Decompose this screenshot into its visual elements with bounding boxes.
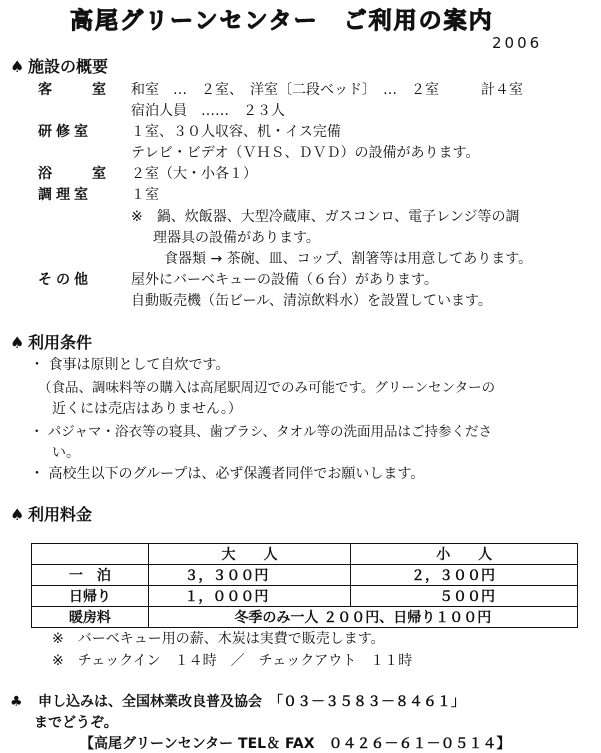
bath-text: ２室（大・小各１） xyxy=(131,166,257,182)
fees-row-label: 日帰り xyxy=(32,586,149,607)
document-year: 2006 xyxy=(492,34,543,52)
section-facility-heading xyxy=(10,54,108,77)
fees-header-child: 小 人 xyxy=(351,544,578,565)
fees-cell-adult: ３，３００円 xyxy=(148,565,351,586)
fees-cell-child: ５００円 xyxy=(351,586,578,607)
condition-line5: い。 xyxy=(52,445,80,461)
page-title: 高尾グリーンセンター ご利用の案内 xyxy=(70,8,494,34)
kitchen-note3: 食器類 → 茶碗、皿、コップ、割箸等は用意してあります。 xyxy=(164,251,533,267)
note-bbq: ※ バーベキュー用の薪、木炭は実費で販売します。 xyxy=(52,631,385,647)
kitchen-note1: ※ 鍋、炊飯器、大型冷蔵庫、ガスコンロ、電子レンジ等の調 xyxy=(131,209,520,225)
fees-header-row xyxy=(32,544,578,565)
fees-cell-heating: 冬季のみ一人 ２００円、日帰り１００円 xyxy=(148,607,577,628)
other-line1: 屋外にバーベキューの設備（６台）があります。 xyxy=(131,272,438,288)
training-line1: １室、３０人収容、机・イス完備 xyxy=(131,124,341,140)
fees-row-label: 暖房料 xyxy=(32,607,149,628)
section-conditions-heading xyxy=(10,330,92,353)
section-facility-title: 施設の概要 xyxy=(28,57,109,76)
club-icon: ♣ xyxy=(10,694,23,710)
spade-icon: ♠ xyxy=(10,505,25,524)
contact-line3: 【高尾グリーンセンター TEL＆ FAX ０４２６－６１－０５１４】 xyxy=(80,736,511,752)
note-checkin: ※ チェックイン １４時 ／ チェックアウト １１時 xyxy=(52,653,413,669)
kitchen-text: １室 xyxy=(131,187,159,203)
fees-table xyxy=(31,543,578,628)
training-label: 研修室 xyxy=(38,124,92,140)
section-fees-title: 利用料金 xyxy=(28,505,93,524)
fees-row-label: 一 泊 xyxy=(32,565,149,586)
contact-line2: までどうぞ。 xyxy=(34,715,118,731)
table-row xyxy=(32,565,578,586)
rooms-text: 和室 … ２室、 洋室〔二段ベッド〕 … ２室 計４室 xyxy=(131,82,523,98)
spade-icon: ♠ xyxy=(10,333,25,352)
rooms-label: 客 室 xyxy=(38,82,110,98)
other-label: その他 xyxy=(38,272,92,288)
condition-line1: ・ 食事は原則として自炊です。 xyxy=(30,357,230,373)
fees-header-blank xyxy=(32,544,149,565)
bath-label: 浴 室 xyxy=(38,166,110,182)
table-row xyxy=(32,607,578,628)
kitchen-note2: 理器具の設備があります。 xyxy=(153,230,320,246)
fees-header-adult: 大 人 xyxy=(148,544,351,565)
section-fees-heading xyxy=(10,502,92,525)
condition-line2: （食品、調味料等の購入は高尾駅周辺でのみ可能です。グリーンセンターの xyxy=(38,380,496,396)
capacity-text: 宿泊人員 …… ２３人 xyxy=(131,103,285,119)
condition-line6: ・ 高校生以下のグループは、必ず保護者同伴でお願いします。 xyxy=(30,466,425,482)
spade-icon: ♠ xyxy=(10,57,25,76)
section-conditions-title: 利用条件 xyxy=(28,333,93,352)
fees-cell-adult: １，０００円 xyxy=(148,586,351,607)
training-line2: テレビ・ビデオ（ＶＨＳ、ＤＶＤ）の設備があります。 xyxy=(131,145,480,161)
condition-line3: 近くには売店はありません。） xyxy=(52,401,242,417)
kitchen-label: 調理室 xyxy=(38,187,92,203)
condition-line4: ・ パジャマ・浴衣等の寝具、歯ブラシ、タオル等の洗面用品はご持参くださ xyxy=(30,424,492,440)
contact-line1 xyxy=(10,691,465,711)
contact-line1-text: 申し込みは、全国林業改良普及協会 「０３－３５８３－８４６１」 xyxy=(38,694,465,710)
fees-cell-child: ２，３００円 xyxy=(351,565,578,586)
other-line2: 自動販売機（缶ビール、清涼飲料水）を設置しています。 xyxy=(131,293,492,309)
table-row xyxy=(32,586,578,607)
